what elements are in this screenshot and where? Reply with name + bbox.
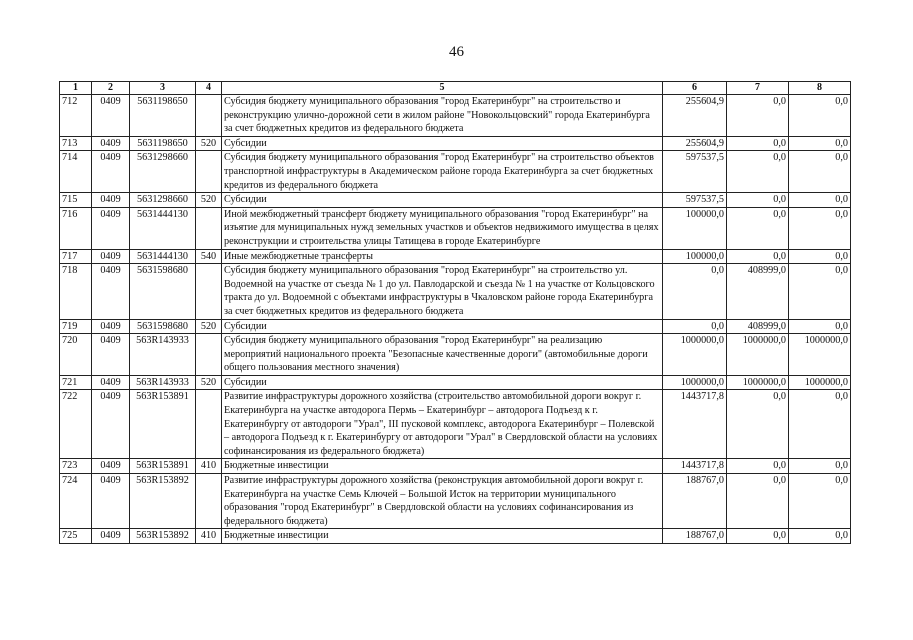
expense-type-cell: 520	[196, 136, 222, 151]
expense-type-cell: 540	[196, 249, 222, 264]
amount-col7-cell: 408999,0	[727, 319, 789, 334]
expense-type-cell	[196, 334, 222, 376]
section-code-cell: 0409	[92, 193, 130, 208]
amount-col7-cell: 0,0	[727, 151, 789, 193]
amount-col8-cell: 0,0	[789, 207, 851, 249]
table-row	[60, 95, 851, 137]
target-article-cell: 5631598680	[130, 264, 196, 319]
row-number-cell: 714	[60, 151, 92, 193]
row-number-cell: 724	[60, 474, 92, 529]
amount-col7-cell: 1000000,0	[727, 375, 789, 390]
table-row	[60, 474, 851, 529]
target-article-cell: 5631444130	[130, 249, 196, 264]
amount-col8-cell: 0,0	[789, 136, 851, 151]
amount-col8-cell: 0,0	[789, 193, 851, 208]
amount-col6-cell: 597537,5	[663, 151, 727, 193]
expense-type-cell	[196, 151, 222, 193]
amount-col7-cell: 0,0	[727, 249, 789, 264]
amount-col6-cell: 255604,9	[663, 95, 727, 137]
section-code-cell: 0409	[92, 529, 130, 544]
description-cell: Субсидия бюджету муниципального образования "город Екатеринбург" на строительство ул. Водоемной на участке от съезда № 1 до ул. Павлодарской и съезда № 1 на участке от Кольцовского тракта до ул. Водоемной с объектами инфраструктуры в Чкаловском районе города Екатеринбурга за счет бюджетных кредитов из федерального бюджета	[222, 264, 663, 319]
expense-type-cell	[196, 95, 222, 137]
amount-col6-cell: 0,0	[663, 264, 727, 319]
header-cell: 7	[727, 82, 789, 95]
row-number-cell: 715	[60, 193, 92, 208]
amount-col8-cell: 0,0	[789, 151, 851, 193]
section-code-cell: 0409	[92, 95, 130, 137]
header-cell: 4	[196, 82, 222, 95]
description-cell: Субсидия бюджету муниципального образования "город Екатеринбург" на реализацию мероприятий национального проекта "Безопасные качественные дороги" (автомобильные дороги общего пользования местного значения)	[222, 334, 663, 376]
target-article-cell: 563R153891	[130, 390, 196, 459]
table-row	[60, 249, 851, 264]
amount-col8-cell: 1000000,0	[789, 375, 851, 390]
expense-type-cell: 410	[196, 459, 222, 474]
row-number-cell: 725	[60, 529, 92, 544]
row-number-cell: 712	[60, 95, 92, 137]
amount-col6-cell: 255604,9	[663, 136, 727, 151]
section-code-cell: 0409	[92, 207, 130, 249]
section-code-cell: 0409	[92, 375, 130, 390]
row-number-cell: 717	[60, 249, 92, 264]
target-article-cell: 563R153892	[130, 474, 196, 529]
amount-col6-cell: 188767,0	[663, 529, 727, 544]
page-number: 46	[449, 44, 464, 60]
header-cell: 5	[222, 82, 663, 95]
description-cell: Субсидии	[222, 319, 663, 334]
amount-col8-cell: 0,0	[789, 459, 851, 474]
description-cell: Бюджетные инвестиции	[222, 459, 663, 474]
target-article-cell: 563R153892	[130, 529, 196, 544]
amount-col6-cell: 100000,0	[663, 249, 727, 264]
expense-type-cell: 410	[196, 529, 222, 544]
amount-col8-cell: 0,0	[789, 249, 851, 264]
amount-col6-cell: 100000,0	[663, 207, 727, 249]
table-header-row	[60, 82, 851, 95]
description-cell: Субсидия бюджету муниципального образования "город Екатеринбург" на строительство и реконструкцию улично-дорожной сети в жилом районе "Новокольцовский" города Екатеринбурга за счет бюджетных кредитов из федерального бюджета	[222, 95, 663, 137]
amount-col7-cell: 0,0	[727, 529, 789, 544]
target-article-cell: 5631598680	[130, 319, 196, 334]
description-cell: Иные межбюджетные трансферты	[222, 249, 663, 264]
row-number-cell: 716	[60, 207, 92, 249]
header-cell: 8	[789, 82, 851, 95]
amount-col7-cell: 0,0	[727, 193, 789, 208]
table-row	[60, 264, 851, 319]
section-code-cell: 0409	[92, 474, 130, 529]
target-article-cell: 5631198650	[130, 95, 196, 137]
expense-type-cell	[196, 474, 222, 529]
row-number-cell: 718	[60, 264, 92, 319]
amount-col8-cell: 0,0	[789, 529, 851, 544]
expense-type-cell: 520	[196, 319, 222, 334]
target-article-cell: 563R143933	[130, 375, 196, 390]
header-cell: 3	[130, 82, 196, 95]
section-code-cell: 0409	[92, 264, 130, 319]
target-article-cell: 563R143933	[130, 334, 196, 376]
expense-type-cell	[196, 390, 222, 459]
table-row	[60, 459, 851, 474]
row-number-cell: 719	[60, 319, 92, 334]
amount-col8-cell: 1000000,0	[789, 334, 851, 376]
table-row	[60, 207, 851, 249]
table-row	[60, 193, 851, 208]
table-row	[60, 529, 851, 544]
amount-col7-cell: 408999,0	[727, 264, 789, 319]
table-row	[60, 390, 851, 459]
amount-col7-cell: 0,0	[727, 207, 789, 249]
amount-col7-cell: 1000000,0	[727, 334, 789, 376]
table-row	[60, 319, 851, 334]
description-cell: Развитие инфраструктуры дорожного хозяйства (реконструкция автомобильной дороги вокруг г. Екатеринбурга на участке Семь Ключей – Большой Исток на территории муниципального образования "город Екатеринбург" в Свердловской области на условиях софинансирования из федерального бюджета)	[222, 474, 663, 529]
table-row	[60, 334, 851, 376]
amount-col8-cell: 0,0	[789, 390, 851, 459]
description-cell: Бюджетные инвестиции	[222, 529, 663, 544]
header-cell: 1	[60, 82, 92, 95]
target-article-cell: 5631298660	[130, 193, 196, 208]
amount-col7-cell: 0,0	[727, 95, 789, 137]
amount-col7-cell: 0,0	[727, 390, 789, 459]
amount-col8-cell: 0,0	[789, 474, 851, 529]
amount-col6-cell: 1443717,8	[663, 390, 727, 459]
section-code-cell: 0409	[92, 390, 130, 459]
budget-table	[59, 81, 851, 544]
row-number-cell: 720	[60, 334, 92, 376]
expense-type-cell	[196, 207, 222, 249]
target-article-cell: 563R153891	[130, 459, 196, 474]
amount-col8-cell: 0,0	[789, 264, 851, 319]
section-code-cell: 0409	[92, 136, 130, 151]
section-code-cell: 0409	[92, 334, 130, 376]
expense-type-cell: 520	[196, 375, 222, 390]
header-cell: 2	[92, 82, 130, 95]
row-number-cell: 722	[60, 390, 92, 459]
amount-col7-cell: 0,0	[727, 474, 789, 529]
row-number-cell: 723	[60, 459, 92, 474]
section-code-cell: 0409	[92, 249, 130, 264]
expense-type-cell: 520	[196, 193, 222, 208]
amount-col6-cell: 0,0	[663, 319, 727, 334]
amount-col8-cell: 0,0	[789, 95, 851, 137]
row-number-cell: 713	[60, 136, 92, 151]
section-code-cell: 0409	[92, 151, 130, 193]
amount-col6-cell: 188767,0	[663, 474, 727, 529]
table-row	[60, 136, 851, 151]
section-code-cell: 0409	[92, 319, 130, 334]
target-article-cell: 5631298660	[130, 151, 196, 193]
amount-col6-cell: 1000000,0	[663, 375, 727, 390]
target-article-cell: 5631444130	[130, 207, 196, 249]
description-cell: Иной межбюджетный трансферт бюджету муниципального образования "город Екатеринбург" на изъятие для муниципальных нужд земельных участков и объектов недвижимого имущества в целях реконструкции и строительства улицы Татищева в городе Екатеринбурге	[222, 207, 663, 249]
header-cell: 6	[663, 82, 727, 95]
row-number-cell: 721	[60, 375, 92, 390]
description-cell: Субсидии	[222, 193, 663, 208]
amount-col8-cell: 0,0	[789, 319, 851, 334]
amount-col6-cell: 1443717,8	[663, 459, 727, 474]
amount-col7-cell: 0,0	[727, 136, 789, 151]
description-cell: Субсидии	[222, 375, 663, 390]
description-cell: Субсидии	[222, 136, 663, 151]
section-code-cell: 0409	[92, 459, 130, 474]
description-cell: Субсидия бюджету муниципального образования "город Екатеринбург" на строительство объектов транспортной инфраструктуры в Академическом районе города Екатеринбурга за счет бюджетных кредитов из федерального бюджета	[222, 151, 663, 193]
table-row	[60, 375, 851, 390]
description-cell: Развитие инфраструктуры дорожного хозяйства (строительство автомобильной дороги вокруг г. Екатеринбурга на участке автодорога Пермь – Екатеринбург – автодорога Подъезд к г. Екатеринбургу от автодороги "Урал", III пусковой комплекс, автодорога Екатеринбург – Полевской – автодорога Подъезд к г. Екатеринбургу от автодороги "Урал" в Свердловской области на условиях софинансирования из федерального бюджета)	[222, 390, 663, 459]
amount-col6-cell: 597537,5	[663, 193, 727, 208]
expense-type-cell	[196, 264, 222, 319]
amount-col6-cell: 1000000,0	[663, 334, 727, 376]
target-article-cell: 5631198650	[130, 136, 196, 151]
table-row	[60, 151, 851, 193]
amount-col7-cell: 0,0	[727, 459, 789, 474]
